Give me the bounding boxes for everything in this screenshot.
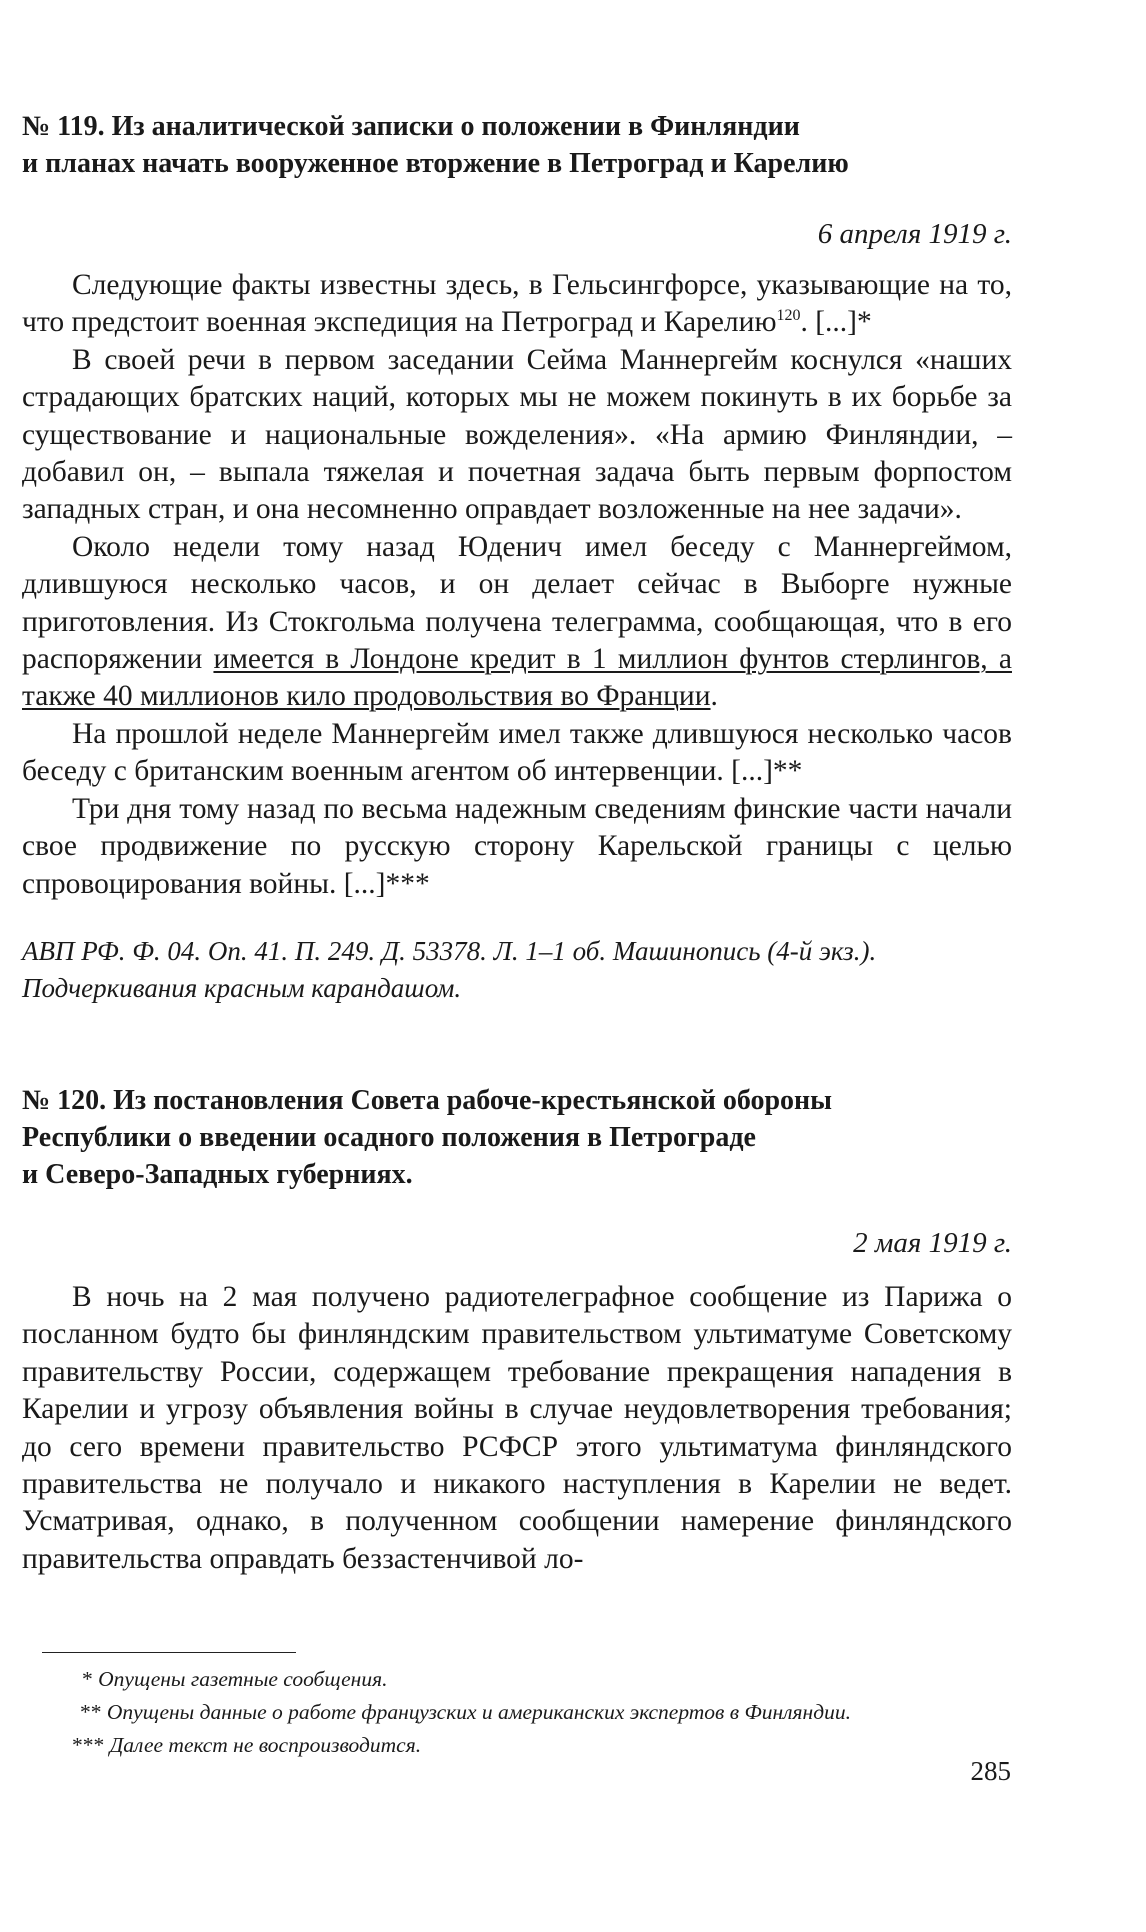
doc-119 xyxy=(22,108,1012,1007)
doc-119-title-line1: № 119. Из аналитической записки о положении в Финляндии xyxy=(22,111,800,142)
doc-119-body xyxy=(22,267,1012,903)
doc-120-title-line3: и Северо-Западных губерниях. xyxy=(22,1159,413,1190)
doc-119-p1-text: Следующие факты известны здесь, в Гельсингфорсе, указывающие на то, что предстоит военная экспедиция на Петроград и Карелию xyxy=(22,269,1012,339)
doc-119-paragraph-1 xyxy=(22,267,1012,342)
doc-120-title-line1: № 120. Из постановления Совета рабоче-крестьянской обороны xyxy=(22,1085,833,1116)
footnote-1-text: Опущены газетные сообщения. xyxy=(98,1667,388,1691)
doc-119-paragraph-4: На прошлой неделе Маннергейм имел также длившуюся несколько часов беседу с британским военным агентом об интервенции. [...]** xyxy=(22,717,1012,788)
doc-119-title-line2: и планах начать вооруженное вторжение в Петроград и Карелию xyxy=(22,148,849,179)
doc-119-p3-underlined: имеется в Лондоне кредит в 1 миллион фунтов стерлингов, а также 40 миллионов кило продовольствия во Франции xyxy=(22,643,1012,713)
doc-119-p3-text: Около недели тому назад Юденич имел беседу с Маннергеймом, длившуюся несколько часов, и он делает сейчас в Выборге нужные приготовления. Из Стокгольма получена телеграмма, сообщающая, что в его распоряжении xyxy=(22,530,1012,676)
doc-119-paragraph-3 xyxy=(22,529,1012,716)
doc-119-source-line1: АВП РФ. Ф. 04. Оп. 41. П. 249. Д. 53378. Л. 1–1 об. Машинопись (4-й экз.). xyxy=(22,935,877,966)
doc-120-title xyxy=(22,1082,1012,1193)
doc-119-p1-tail: . [...]* xyxy=(800,306,872,339)
footnote-1 xyxy=(82,1664,1062,1694)
doc-120-date: 2 мая 1919 г. xyxy=(853,1227,1012,1259)
footnote-2-mark: ** xyxy=(80,1700,102,1724)
doc-119-title xyxy=(22,108,1012,182)
footnote-divider xyxy=(42,1652,296,1653)
page-number: 285 xyxy=(970,1756,1011,1786)
footnote-2-text: Опущены данные о работе французских и американских экспертов в Финляндии. xyxy=(106,1700,851,1724)
doc-119-paragraph-5: Три дня тому назад по весьма надежным сведениям финские части начали свое продвижение по русскую сторону Карельской границы с целью спровоцирования войны. [...]*** xyxy=(22,792,1012,900)
doc-119-source-line2: Подчеркивания красным карандашом. xyxy=(22,972,462,1003)
footnote-3 xyxy=(72,1730,1052,1760)
doc-120-title-line2: Республики о введении осадного положения в Петрограде xyxy=(22,1122,756,1153)
doc-119-date: 6 апреля 1919 г. xyxy=(817,218,1012,250)
note-ref-120: 120 xyxy=(776,307,801,325)
footnote-2 xyxy=(80,1697,1060,1727)
doc-120 xyxy=(22,1082,1012,1578)
doc-119-p3-tail: . xyxy=(710,680,718,713)
doc-120-body xyxy=(22,1279,1012,1578)
doc-120-paragraph-1: В ночь на 2 мая получено радиотелеграфное сообщение из Парижа о посланном будто бы финляндским правительством ультиматуме Советскому правительству России, содержащем требование прекращения нападения в Карелии и угрозу объявления войны в случае неудовлетворения требования; до сего времени правительство РСФСР этого ультиматума финляндского правительства не получало и никакого наступления в Карелии не ведет. Усматривая, однако, в полученном сообщении намерение финляндского правительства оправдать беззастенчивой ло- xyxy=(22,1281,1012,1575)
footnote-3-text: Далее текст не воспроизводится. xyxy=(109,1733,422,1757)
footnote-1-mark: * xyxy=(82,1667,93,1691)
doc-119-source xyxy=(22,933,1012,1007)
footnote-3-mark: *** xyxy=(72,1733,105,1757)
doc-119-paragraph-2: В своей речи в первом заседании Сейма Маннергейм коснулся «наших страдающих братских наций, которых мы не можем покинуть в их борьбе за существование и национальные вожделения». «На армию Финляндии, – добавил он, – выпала тяжелая и почетная задача быть первым форпостом западных стран, и она несомненно оправдает возложенные на нее задачи». xyxy=(22,343,1012,526)
